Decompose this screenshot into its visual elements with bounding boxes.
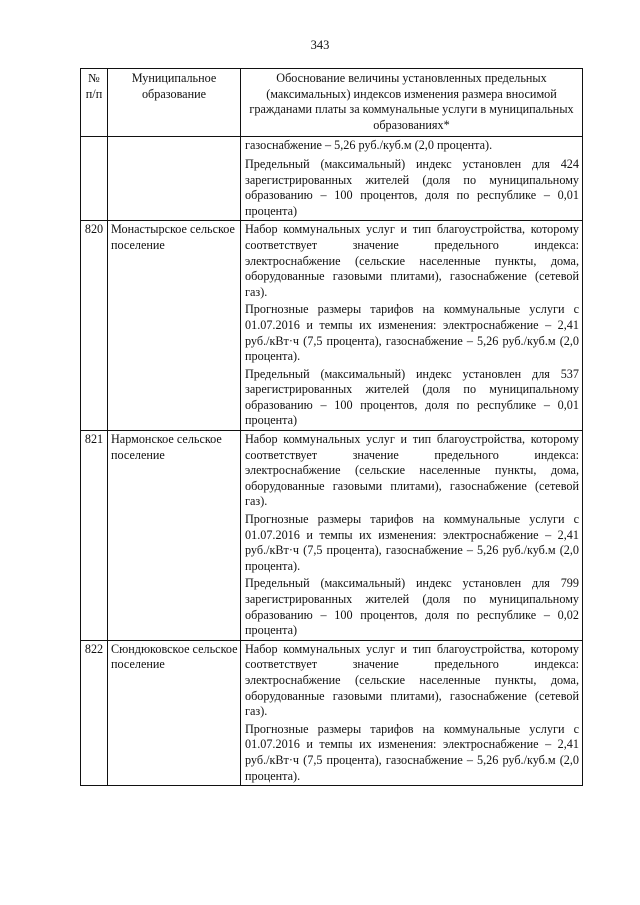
- row-number: [81, 137, 108, 221]
- row-justification: [241, 640, 583, 785]
- table-header-row: [81, 69, 583, 137]
- row-number: 822: [81, 640, 108, 785]
- table-row-821: [81, 431, 583, 641]
- row-number: 821: [81, 431, 108, 641]
- row-number: 820: [81, 221, 108, 431]
- row-municipality: Сюндюковское сельское поселение: [108, 640, 241, 785]
- justification-paragraph: газоснабжение – 5,26 руб./куб.м (2,0 процента).: [245, 138, 493, 153]
- row-municipality: [108, 137, 241, 221]
- table-row-continuation: [81, 137, 583, 221]
- row-justification: [241, 137, 583, 221]
- justification-paragraph: Прогнозные размеры тарифов на коммунальные услуги с 01.07.2016 и темпы их изменения: электроснабжение – 2,41 руб./кВт·ч (7,5 процента), газоснабжение – 5,26 руб./куб.м (2,0 процента).: [245, 302, 579, 364]
- header-justification: Обоснование величины установленных предельных (максимальных) индексов изменения размера вносимой гражданами платы за коммунальные услуги в муниципальных образованиях*: [241, 69, 583, 137]
- justification-paragraph: Набор коммунальных услуг и тип благоустройства, которому соответствует значение предельного индекса: электроснабжение (сельские населенные пункты, дома, оборудованные газовыми плитами), газоснабжение (сетевой газ).: [245, 641, 579, 719]
- header-municipality: Муниципальное образование: [108, 69, 241, 137]
- table-row-820: [81, 221, 583, 431]
- justification-paragraph: Предельный (максимальный) индекс установлен для 424 зарегистрированных жителей (доля по муниципальному образованию – 100 процентов, доля по республике – 0,01 процента): [245, 156, 579, 218]
- row-justification: [241, 431, 583, 641]
- justification-paragraph: Набор коммунальных услуг и тип благоустройства, которому соответствует значение предельного индекса: электроснабжение (сельские населенные пункты, дома, оборудованные газовыми плитами), газоснабжение (сетевой газ).: [245, 222, 579, 299]
- row-justification: [241, 221, 583, 431]
- table-row-822: [81, 640, 583, 785]
- justification-paragraph: Предельный (максимальный) индекс установлен для 799 зарегистрированных жителей (доля по муниципальному образованию – 100 процентов, доля по республике – 0,02 процента): [245, 576, 579, 638]
- tariff-index-table: [80, 68, 583, 786]
- page-number: 343: [310, 38, 330, 52]
- row-municipality: Нармонское сельское поселение: [108, 431, 241, 641]
- justification-paragraph: Предельный (максимальный) индекс установлен для 537 зарегистрированных жителей (доля по муниципальному образованию – 100 процентов, доля по республике – 0,01 процента): [245, 366, 579, 428]
- row-municipality: Монастырское сельское поселение: [108, 221, 241, 431]
- header-number: № п/п: [81, 69, 108, 137]
- justification-paragraph: Прогнозные размеры тарифов на коммунальные услуги с 01.07.2016 и темпы их изменения: электроснабжение – 2,41 руб./кВт·ч (7,5 процента), газоснабжение – 5,26 руб./куб.м (2,0 процента).: [245, 512, 579, 573]
- justification-paragraph: Прогнозные размеры тарифов на коммунальные услуги с 01.07.2016 и темпы их изменения: электроснабжение – 2,41 руб./кВт·ч (7,5 процента), газоснабжение – 5,26 руб./куб.м (2,0 процента).: [245, 721, 579, 783]
- justification-paragraph: Набор коммунальных услуг и тип благоустройства, которому соответствует значение предельного индекса: электроснабжение (сельские населенные пункты, дома, оборудованные газовыми плитами), газоснабжение (сетевой газ).: [245, 432, 579, 509]
